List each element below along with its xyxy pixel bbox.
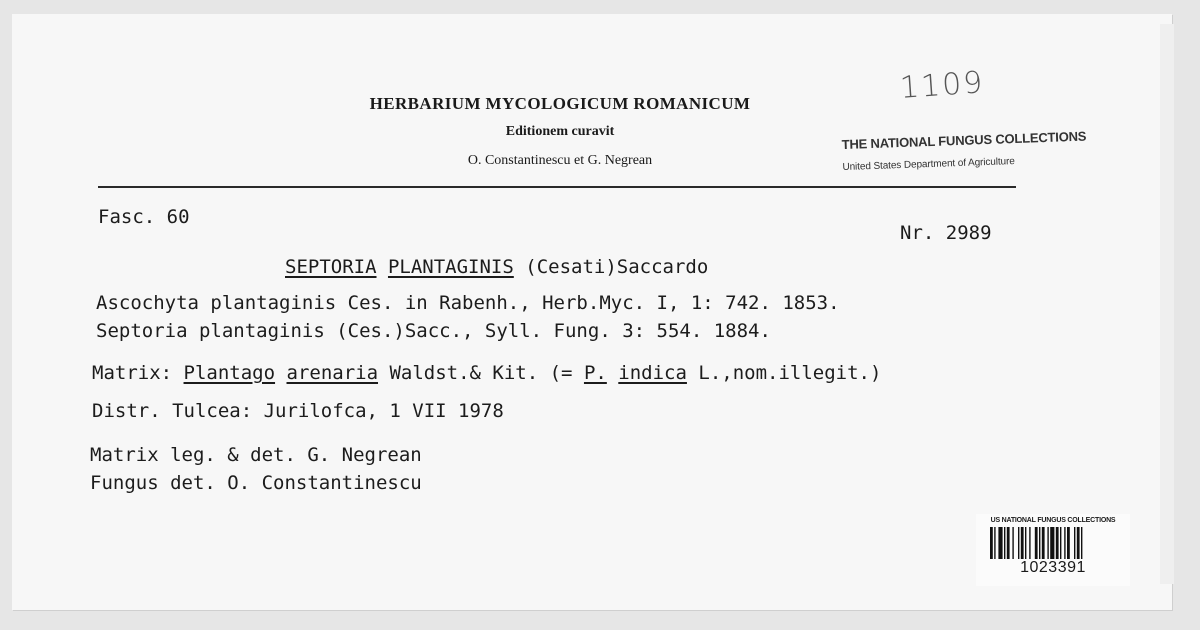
matrix-line — [92, 362, 881, 384]
header-divider — [98, 186, 1016, 188]
barcode-label — [976, 514, 1130, 586]
stamp-line-1: THE NATIONAL FUNGUS COLLECTIONS — [841, 128, 1087, 153]
fascicle-number: Fasc. 60 — [98, 206, 190, 228]
species-name — [285, 256, 708, 278]
synonym-1: Ascochyta plantaginis Ces. in Rabenh., Herb.Myc. I, 1: 742. 1853. — [96, 292, 840, 314]
matrix-epithet: arenaria — [286, 362, 379, 384]
species-authority: (Cesati)Saccardo — [525, 256, 709, 278]
barcode-header: US NATIONAL FUNGUS COLLECTIONS — [990, 517, 1116, 524]
paper-edge — [1160, 24, 1174, 584]
herbarium-title: HERBARIUM MYCOLOGICUM ROMANICUM — [369, 94, 751, 113]
matrix-genus: Plantago — [183, 362, 276, 384]
matrix-prefix: Matrix: — [92, 362, 173, 384]
barcode-number: 1023391 — [1020, 559, 1086, 576]
handwritten-number: 1109 — [898, 65, 986, 106]
barcode-icon — [988, 527, 1118, 559]
matrix-alt-epithet: indica — [618, 362, 687, 384]
species-genus: SEPTORIA — [285, 256, 377, 278]
stamp-line-2: United States Department of Agriculture — [842, 156, 1015, 174]
exsiccata-number: Nr. 2989 — [900, 222, 992, 244]
distribution: Distr. Tulcea: Jurilofca, 1 VII 1978 — [92, 400, 504, 422]
species-epithet: PLANTAGINIS — [387, 256, 514, 278]
matrix-alt-genus: P. — [583, 362, 607, 384]
matrix-authority: Waldst.& Kit. (= — [389, 362, 573, 384]
fungus-determiner: Fungus det. O. Constantinescu — [90, 472, 422, 494]
collector: Matrix leg. & det. G. Negrean — [90, 444, 422, 466]
herbarium-editors: O. Constantinescu et G. Negrean — [467, 153, 653, 168]
herbarium-subtitle: Editionem curavit — [505, 124, 615, 139]
synonym-2: Septoria plantaginis (Ces.)Sacc., Syll. Fung. 3: 554. 1884. — [96, 320, 771, 342]
matrix-alt-rest: L.,nom.illegit.) — [698, 362, 882, 384]
